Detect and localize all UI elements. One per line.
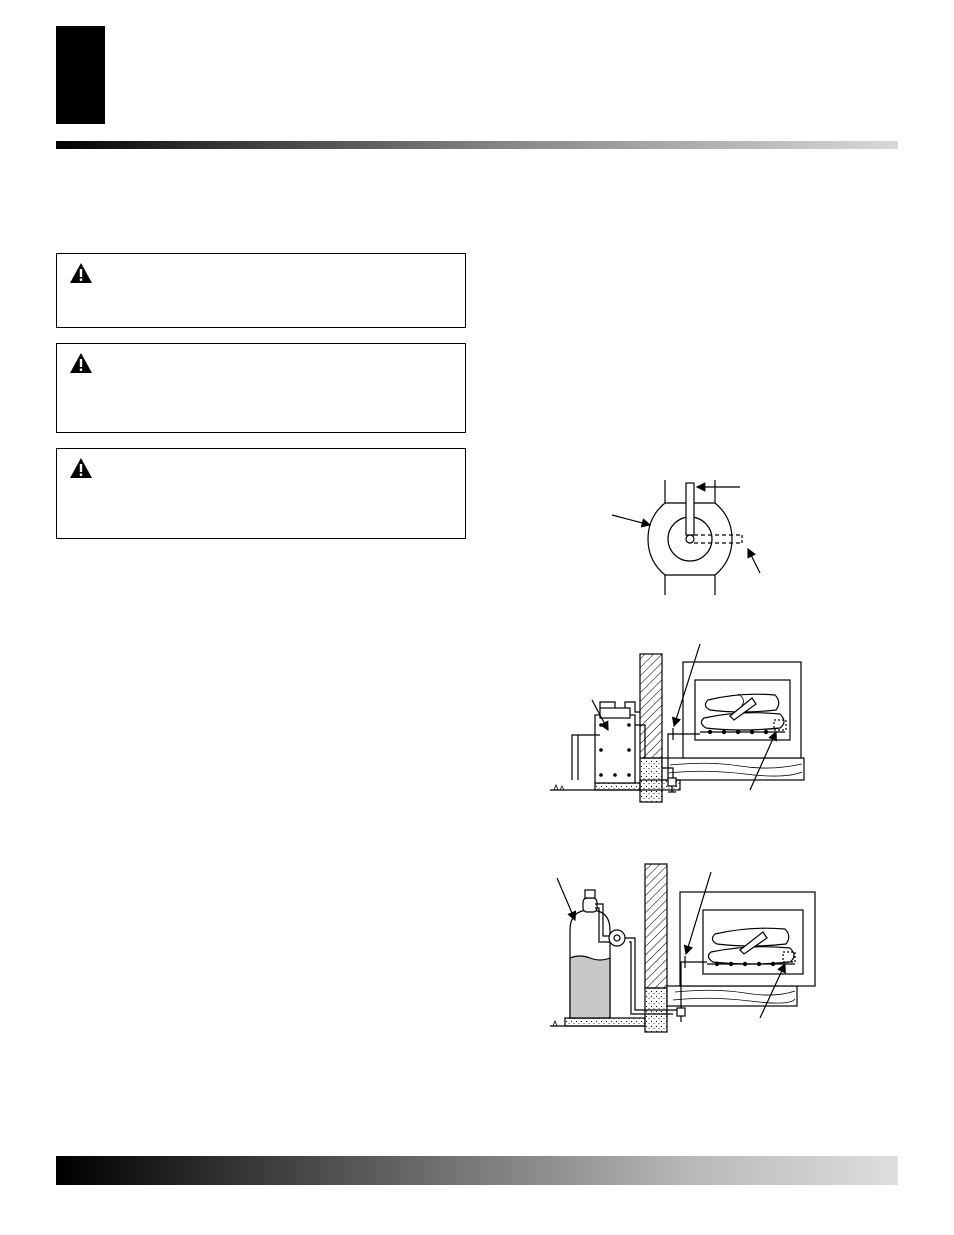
- gas-valve-figure: [600, 475, 770, 600]
- warning-triangle-icon: [69, 352, 93, 374]
- warning-triangle-icon: [69, 457, 93, 479]
- footer-rule: [56, 1156, 898, 1185]
- warning-triangle-icon: [69, 262, 93, 284]
- natural-gas-meter-installation-figure: [540, 640, 820, 810]
- section-tab: [56, 26, 105, 124]
- warning-box-2: [56, 343, 466, 433]
- warning-box-3: [56, 448, 466, 539]
- propane-tank-installation-figure: [545, 860, 825, 1045]
- warning-box-1: [56, 253, 466, 328]
- header-rule: [56, 141, 898, 149]
